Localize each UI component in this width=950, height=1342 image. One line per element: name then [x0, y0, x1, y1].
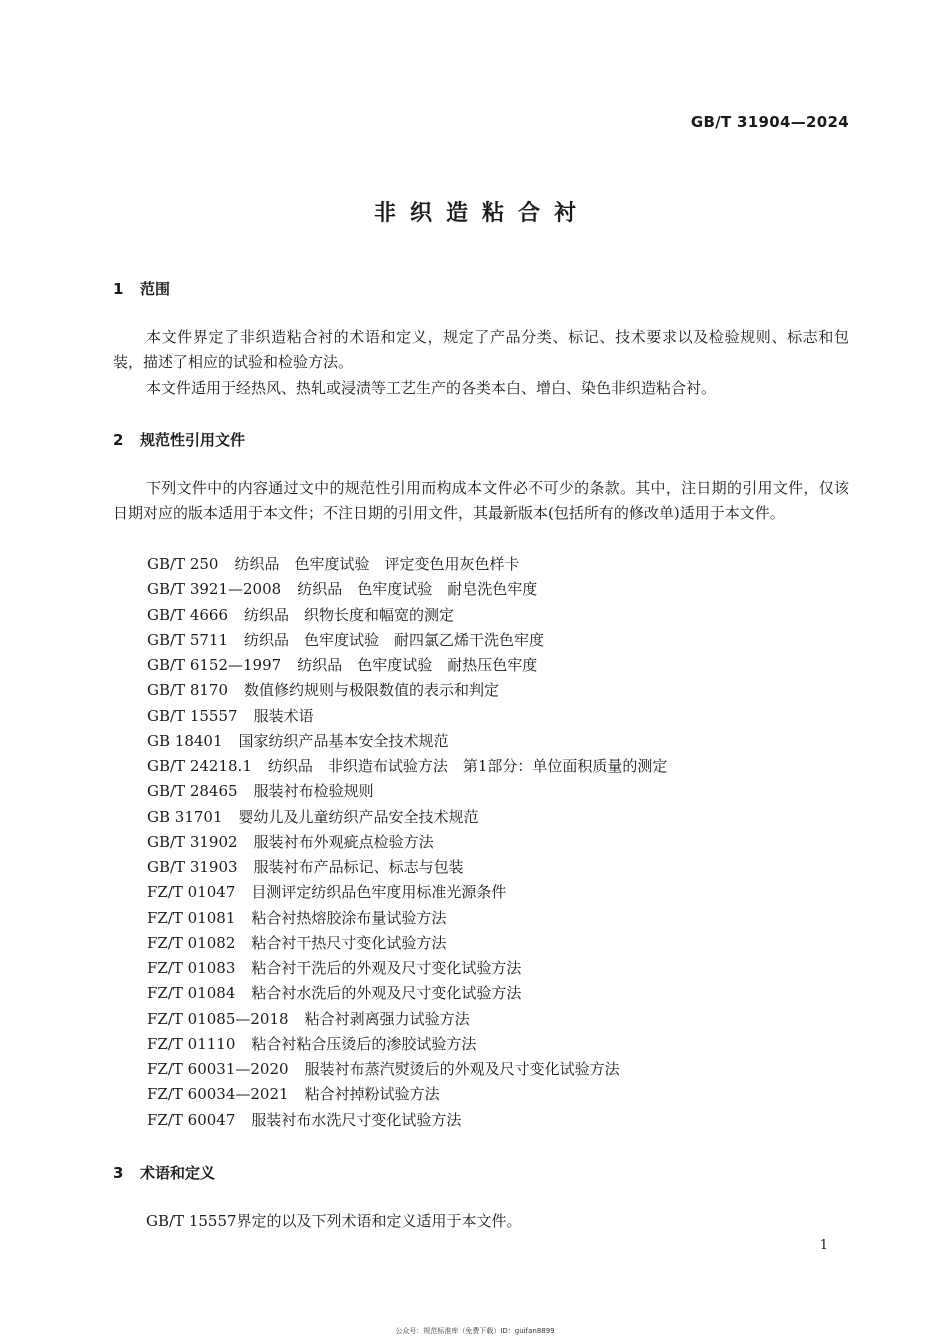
reference-title: 粘合衬剥离强力试验方法 [304, 1009, 470, 1028]
reference-item [147, 1057, 667, 1082]
section-2-title: 规范性引用文件 [140, 431, 246, 449]
page-number: 1 [819, 1238, 828, 1253]
reference-item [147, 704, 667, 729]
reference-code: FZ/T 01084 [147, 984, 236, 1003]
reference-item [147, 830, 667, 855]
reference-item [147, 855, 667, 880]
reference-title: 粘合衬粘合压烫后的渗胶试验方法 [251, 1034, 477, 1053]
reference-item [147, 981, 667, 1006]
reference-item [147, 603, 667, 628]
reference-title: 粘合衬干热尺寸变化试验方法 [251, 933, 447, 952]
reference-code: FZ/T 01047 [147, 883, 236, 902]
reference-code: FZ/T 60034—2021 [147, 1085, 289, 1104]
reference-code: FZ/T 01083 [147, 959, 236, 977]
reference-title: 粘合衬热熔胶涂布量试验方法 [251, 908, 447, 927]
reference-item [147, 880, 667, 905]
reference-item [147, 1082, 667, 1107]
reference-title: 服装衬布蒸汽熨烫后的外观及尺寸变化试验方法 [304, 1060, 620, 1078]
reference-item [147, 779, 667, 804]
reference-item [147, 931, 667, 956]
section-2-heading [113, 429, 245, 450]
reference-title: 粘合衬水洗后的外观及尺寸变化试验方法 [251, 984, 522, 1003]
reference-code: FZ/T 01085—2018 [147, 1009, 289, 1028]
reference-code: FZ/T 01082 [147, 933, 236, 952]
reference-title: 纺织品 色牢度试验 耐四氯乙烯干洗色牢度 [244, 630, 545, 649]
footer-note: 公众号：规范标准库（免费下载）ID：guifan8899 [395, 1327, 555, 1335]
reference-title: 粘合衬干洗后的外观及尺寸变化试验方法 [251, 959, 522, 977]
reference-item [147, 628, 667, 653]
reference-code: FZ/T 60047 [147, 1110, 236, 1129]
normative-reference-list [147, 552, 667, 1133]
reference-code: GB/T 3921—2008 [147, 580, 282, 599]
reference-item [147, 678, 667, 703]
reference-code: GB 31701 [147, 807, 223, 826]
reference-code: GB/T 31903 [147, 858, 238, 876]
reference-item [147, 805, 667, 830]
reference-title: 纺织品 织物长度和幅宽的测定 [244, 605, 455, 624]
reference-title: 服装衬布检验规则 [253, 782, 374, 801]
section-3-title: 术语和定义 [140, 1164, 216, 1182]
reference-code: FZ/T 60031—2020 [147, 1060, 289, 1078]
reference-item [147, 1032, 667, 1057]
section-1-paragraph-1: 本文件界定了非织造粘合衬的术语和定义，规定了产品分类、标记、技术要求以及检验规则、标志和包装，描述了相应的试验和检验方法。 [113, 328, 849, 371]
reference-item [147, 754, 667, 779]
reference-item [147, 577, 667, 602]
reference-title: 数值修约规则与极限数值的表示和判定 [244, 681, 500, 700]
section-1-number: 1 [113, 280, 124, 298]
reference-title: 目测评定纺织品色牢度用标准光源条件 [251, 883, 507, 902]
reference-item [147, 956, 667, 981]
reference-title: 纺织品 色牢度试验 耐热压色牢度 [297, 656, 538, 674]
reference-code: GB/T 4666 [147, 605, 229, 624]
reference-code: GB/T 15557 [147, 706, 238, 725]
section-3-number: 3 [113, 1164, 124, 1182]
reference-code: GB 18401 [147, 731, 223, 750]
section-1-heading [113, 278, 170, 299]
reference-code: GB/T 5711 [147, 630, 229, 649]
section-1-paragraph-2: 本文件适用于经热风、热轧或浸渍等工艺生产的各类本白、增白、染色非织造粘合衬。 [146, 379, 717, 397]
reference-code: FZ/T 01110 [147, 1034, 236, 1053]
section-2-number: 2 [113, 431, 124, 449]
section-1-title: 范围 [140, 280, 171, 298]
reference-item [147, 653, 667, 678]
reference-title: 服装衬布水洗尺寸变化试验方法 [251, 1110, 462, 1129]
section-3-heading [113, 1162, 215, 1183]
reference-item [147, 1007, 667, 1032]
section-2-paragraph-1: 下列文件中的内容通过文中的规范性引用而构成本文件必不可少的条款。其中，注日期的引用文件，仅该日期对应的版本适用于本文件；不注日期的引用文件，其最新版本(包括所有的修改单)适用于本文件。 [113, 479, 849, 522]
reference-code: GB/T 31902 [147, 832, 238, 851]
standard-number: GB/T 31904—2024 [690, 113, 849, 131]
reference-code: GB/T 8170 [147, 681, 229, 700]
reference-title: 纺织品 色牢度试验 耐皂洗色牢度 [297, 580, 538, 599]
section-3-paragraph-1: GB/T 15557界定的以及下列术语和定义适用于本文件。 [146, 1212, 522, 1230]
reference-title: 纺织品 非织造布试验方法 第1部分：单位面积质量的测定 [267, 757, 668, 775]
reference-code: GB/T 28465 [147, 782, 238, 801]
reference-code: FZ/T 01081 [147, 908, 236, 927]
reference-title: 服装衬布外观疵点检验方法 [253, 832, 434, 851]
document-title: 非织造粘合衬 [373, 201, 590, 226]
reference-code: GB/T 6152—1997 [147, 656, 282, 674]
reference-item [147, 729, 667, 754]
reference-title: 粘合衬掉粉试验方法 [304, 1085, 440, 1104]
reference-title: 国家纺织产品基本安全技术规范 [238, 731, 449, 750]
reference-title: 服装衬布产品标记、标志与包装 [253, 858, 464, 876]
reference-item [147, 906, 667, 931]
reference-title: 婴幼儿及儿童纺织产品安全技术规范 [238, 807, 479, 826]
reference-item [147, 1108, 667, 1133]
reference-title: 服装术语 [253, 706, 314, 725]
reference-code: GB/T 24218.1 [147, 757, 252, 775]
reference-item [147, 552, 667, 577]
reference-code: GB/T 250 [147, 555, 219, 573]
reference-title: 纺织品 色牢度试验 评定变色用灰色样卡 [234, 555, 520, 573]
